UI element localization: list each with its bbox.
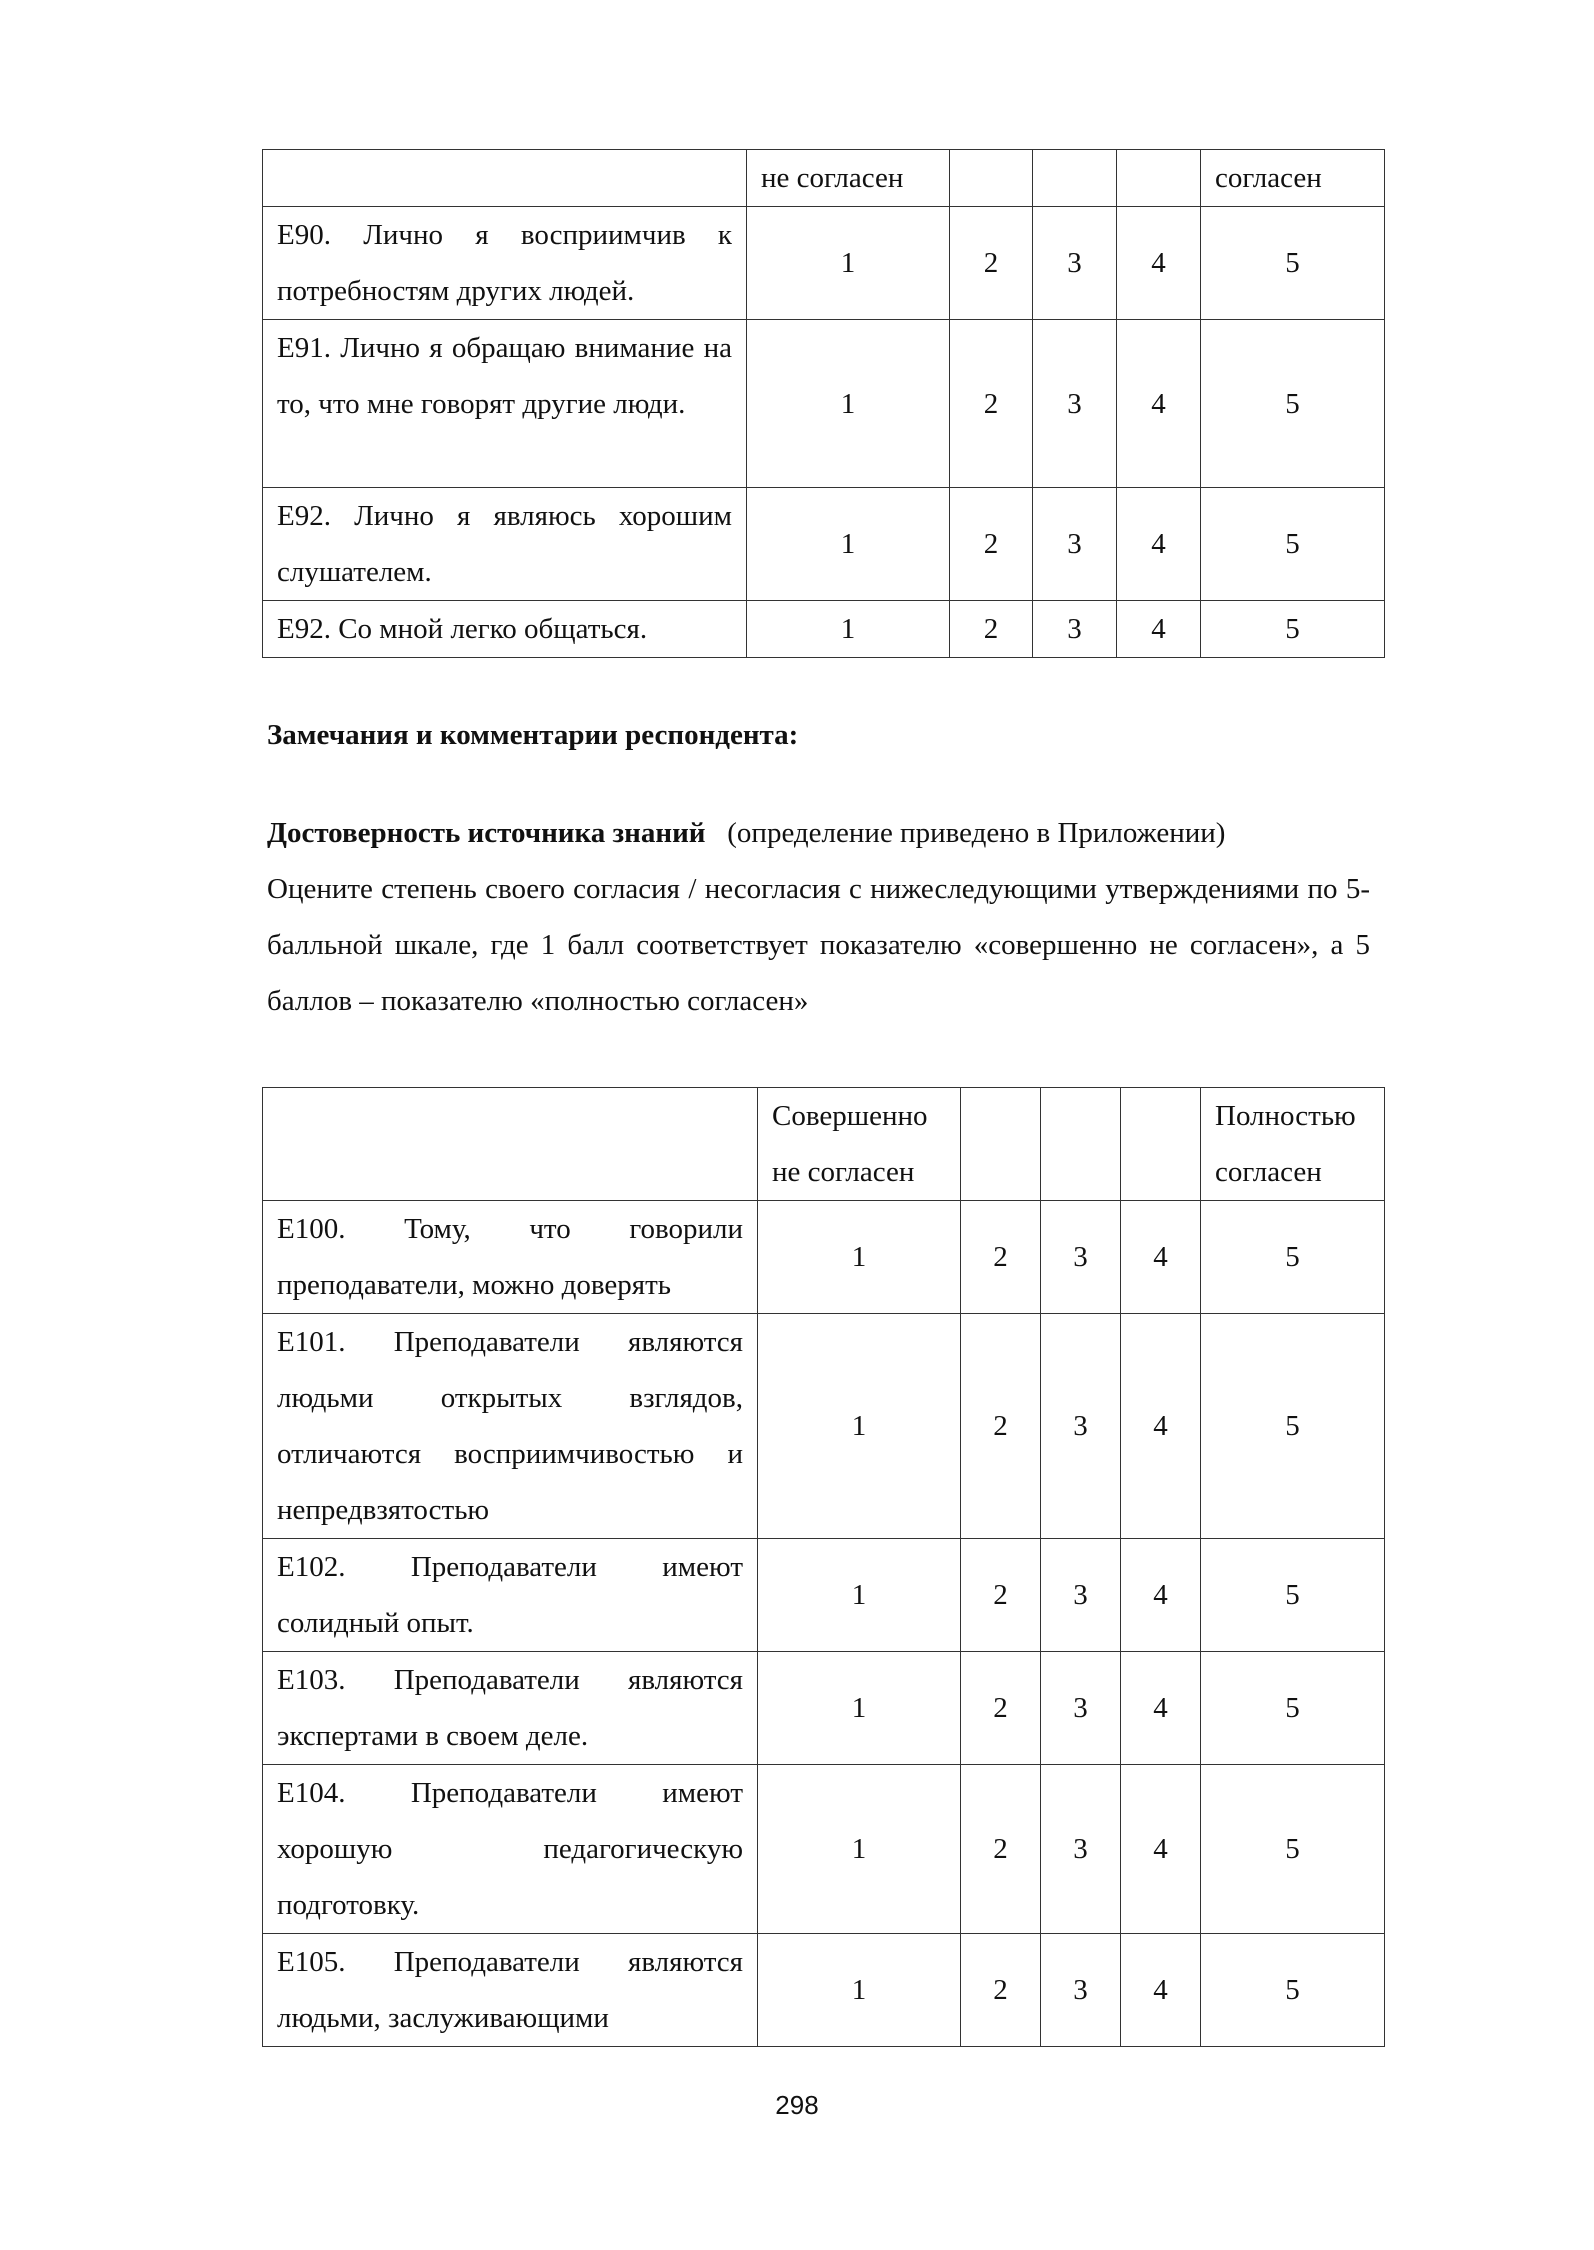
statement-cell: E92. Со мной легко общаться. bbox=[263, 601, 747, 658]
header-cell-disagree: Совершенно не согласен bbox=[758, 1088, 961, 1201]
header-cell-blank bbox=[1033, 150, 1117, 207]
score-5[interactable]: 5 bbox=[1201, 320, 1385, 488]
score-4[interactable]: 4 bbox=[1121, 1539, 1201, 1652]
score-3[interactable]: 3 bbox=[1033, 207, 1117, 320]
score-3[interactable]: 3 bbox=[1041, 1652, 1121, 1765]
page-number: 298 bbox=[775, 2090, 819, 2120]
remarks-heading: Замечания и комментарии респондента: bbox=[267, 719, 799, 751]
score-4[interactable]: 4 bbox=[1117, 488, 1201, 601]
score-2[interactable]: 2 bbox=[961, 1765, 1041, 1934]
score-4[interactable]: 4 bbox=[1117, 207, 1201, 320]
score-5[interactable]: 5 bbox=[1201, 1314, 1385, 1539]
score-1[interactable]: 1 bbox=[758, 1201, 961, 1314]
score-3[interactable]: 3 bbox=[1041, 1201, 1121, 1314]
score-3[interactable]: 3 bbox=[1041, 1934, 1121, 2047]
statement-cell: E92. Лично я являюсь хорошим слушателем. bbox=[263, 488, 747, 601]
score-3[interactable]: 3 bbox=[1041, 1765, 1121, 1934]
score-3[interactable]: 3 bbox=[1033, 601, 1117, 658]
score-4[interactable]: 4 bbox=[1121, 1201, 1201, 1314]
score-4[interactable]: 4 bbox=[1121, 1934, 1201, 2047]
score-1[interactable]: 1 bbox=[747, 207, 950, 320]
score-2[interactable]: 2 bbox=[961, 1934, 1041, 2047]
score-2[interactable]: 2 bbox=[961, 1201, 1041, 1314]
table-row bbox=[263, 1539, 1385, 1652]
header-cell-blank bbox=[1117, 150, 1201, 207]
survey-table-1 bbox=[262, 149, 1385, 658]
statement-cell: E90. Лично я восприимчив к потребностям других людей. bbox=[263, 207, 747, 320]
score-3[interactable]: 3 bbox=[1033, 320, 1117, 488]
header-cell-agree: Полностью согласен bbox=[1201, 1088, 1385, 1201]
score-1[interactable]: 1 bbox=[747, 488, 950, 601]
score-4[interactable]: 4 bbox=[1121, 1314, 1201, 1539]
score-5[interactable]: 5 bbox=[1201, 1539, 1385, 1652]
score-3[interactable]: 3 bbox=[1041, 1314, 1121, 1539]
table-row bbox=[263, 1765, 1385, 1934]
table-header-row bbox=[263, 150, 1385, 207]
table-row bbox=[263, 488, 1385, 601]
header-cell-agree: согласен bbox=[1201, 150, 1385, 207]
statement-cell: E105. Преподаватели являются людьми, заслуживающими bbox=[263, 1934, 758, 2047]
score-1[interactable]: 1 bbox=[747, 320, 950, 488]
table-row bbox=[263, 320, 1385, 488]
score-1[interactable]: 1 bbox=[758, 1652, 961, 1765]
statement-cell: E101. Преподаватели являются людьми открытых взглядов, отличаются восприимчивостью и непредвзятостью bbox=[263, 1314, 758, 1539]
score-2[interactable]: 2 bbox=[961, 1314, 1041, 1539]
table-row bbox=[263, 1314, 1385, 1539]
score-5[interactable]: 5 bbox=[1201, 601, 1385, 658]
score-2[interactable]: 2 bbox=[961, 1539, 1041, 1652]
score-4[interactable]: 4 bbox=[1117, 320, 1201, 488]
table-row bbox=[263, 601, 1385, 658]
statement-cell: E102. Преподаватели имеют солидный опыт. bbox=[263, 1539, 758, 1652]
header-cell-blank bbox=[950, 150, 1033, 207]
score-5[interactable]: 5 bbox=[1201, 488, 1385, 601]
table-row bbox=[263, 207, 1385, 320]
score-1[interactable]: 1 bbox=[747, 601, 950, 658]
score-3[interactable]: 3 bbox=[1041, 1539, 1121, 1652]
score-3[interactable]: 3 bbox=[1033, 488, 1117, 601]
statement-cell: E103. Преподаватели являются экспертами в своем деле. bbox=[263, 1652, 758, 1765]
header-cell-blank bbox=[1041, 1088, 1121, 1201]
score-2[interactable]: 2 bbox=[961, 1652, 1041, 1765]
score-5[interactable]: 5 bbox=[1201, 1652, 1385, 1765]
table-row bbox=[263, 1652, 1385, 1765]
source-section bbox=[267, 805, 1370, 1029]
score-2[interactable]: 2 bbox=[950, 601, 1033, 658]
score-5[interactable]: 5 bbox=[1201, 1934, 1385, 2047]
score-4[interactable]: 4 bbox=[1121, 1652, 1201, 1765]
statement-cell: E104. Преподаватели имеют хорошую педагогическую подготовку. bbox=[263, 1765, 758, 1934]
statement-cell: E91. Лично я обращаю внимание на то, что мне говорят другие люди. bbox=[263, 320, 747, 488]
table-header-row bbox=[263, 1088, 1385, 1201]
score-2[interactable]: 2 bbox=[950, 320, 1033, 488]
statement-cell: E100. Тому, что говорили преподаватели, можно доверять bbox=[263, 1201, 758, 1314]
header-cell-empty bbox=[263, 150, 747, 207]
score-1[interactable]: 1 bbox=[758, 1539, 961, 1652]
score-4[interactable]: 4 bbox=[1117, 601, 1201, 658]
header-cell-empty bbox=[263, 1088, 758, 1201]
score-4[interactable]: 4 bbox=[1121, 1765, 1201, 1934]
score-5[interactable]: 5 bbox=[1201, 1765, 1385, 1934]
score-1[interactable]: 1 bbox=[758, 1765, 961, 1934]
header-cell-blank bbox=[961, 1088, 1041, 1201]
header-cell-disagree: не согласен bbox=[747, 150, 950, 207]
header-cell-blank bbox=[1121, 1088, 1201, 1201]
score-2[interactable]: 2 bbox=[950, 488, 1033, 601]
table-row bbox=[263, 1201, 1385, 1314]
score-1[interactable]: 1 bbox=[758, 1314, 961, 1539]
section-subtitle: (определение приведено в Приложении) bbox=[727, 817, 1226, 849]
score-1[interactable]: 1 bbox=[758, 1934, 961, 2047]
score-5[interactable]: 5 bbox=[1201, 1201, 1385, 1314]
table-row bbox=[263, 1934, 1385, 2047]
instructions-text: Оцените степень своего согласия / несогласия с нижеследующими утверждениями по 5-балльной шкале, где 1 балл соответствует показателю «совершенно не согласен», а 5 баллов – показателю «полностью согласен» bbox=[267, 873, 1370, 1017]
score-5[interactable]: 5 bbox=[1201, 207, 1385, 320]
score-2[interactable]: 2 bbox=[950, 207, 1033, 320]
section-title: Достоверность источника знаний bbox=[267, 817, 706, 849]
survey-table-2 bbox=[262, 1087, 1385, 2047]
